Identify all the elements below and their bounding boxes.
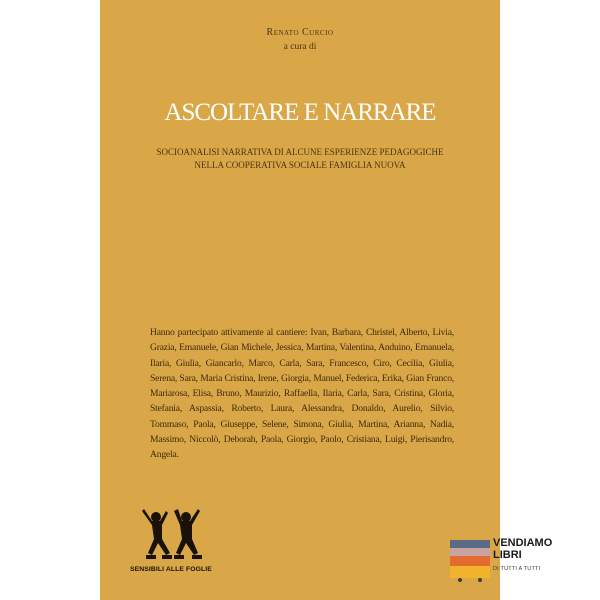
badge-line2: LIBRI <box>493 549 522 561</box>
curator-role: a cura di <box>283 42 317 52</box>
book-title: ASCOLTARE E NARRARE <box>164 99 436 126</box>
striped-flag-icon <box>450 540 490 582</box>
book-subtitle-line1: SOCIOANALISI NARRATIVA DI ALCUNE ESPERIENZE PEDAGOGICHE <box>156 147 444 157</box>
publisher-name: SENSIBILI ALLE FOGLIE <box>130 566 212 573</box>
participants-paragraph: Hanno partecipato attivamente al cantiere: Ivan, Barbara, Christel, Alberto, Livia, Grazia, Emanuele, Gian Michele, Jessica, Martina, Valentina, Anduino, Emanuela, Ilaria, Giulia, Giancarlo, Marco, Carla, Sara, Francesco, Ciro, Cecilia, Giulia, Serena, Sara, Maria Cristina, Irene, Giorgia, Manuel, Federica, Erika, Gian Franco, Mariarosa, Elisa, Bruno, Maurizio, Raffaella, Ilaria, Carla, Sara, Cristina, Gloria, Stefania, Aspassia, Roberto, Laura, Alessandra, Donaldo, Aurelio, Silvio, Tommaso, Paola, Giuseppe, Selene, Simona, Giulia, Martina, Arianna, Nadia, Massimo, Niccolò, Deborah, Paola, Giorgio, Paolo, Cristiana, Luigi, Pierisandro, Angela. <box>150 327 454 461</box>
book-cover <box>100 0 553 600</box>
vendiamo-libri-badge <box>493 537 552 561</box>
badge-tagline: DI TUTTI A TUTTI <box>493 566 541 572</box>
curator-name: Renato Curcio <box>266 27 334 38</box>
badge-line1: VENDIAMO <box>493 537 553 549</box>
two-dancing-figures-icon <box>140 505 202 565</box>
book-subtitle-line2: NELLA COOPERATIVA SOCIALE FAMIGLIA NUOVA <box>194 160 406 170</box>
